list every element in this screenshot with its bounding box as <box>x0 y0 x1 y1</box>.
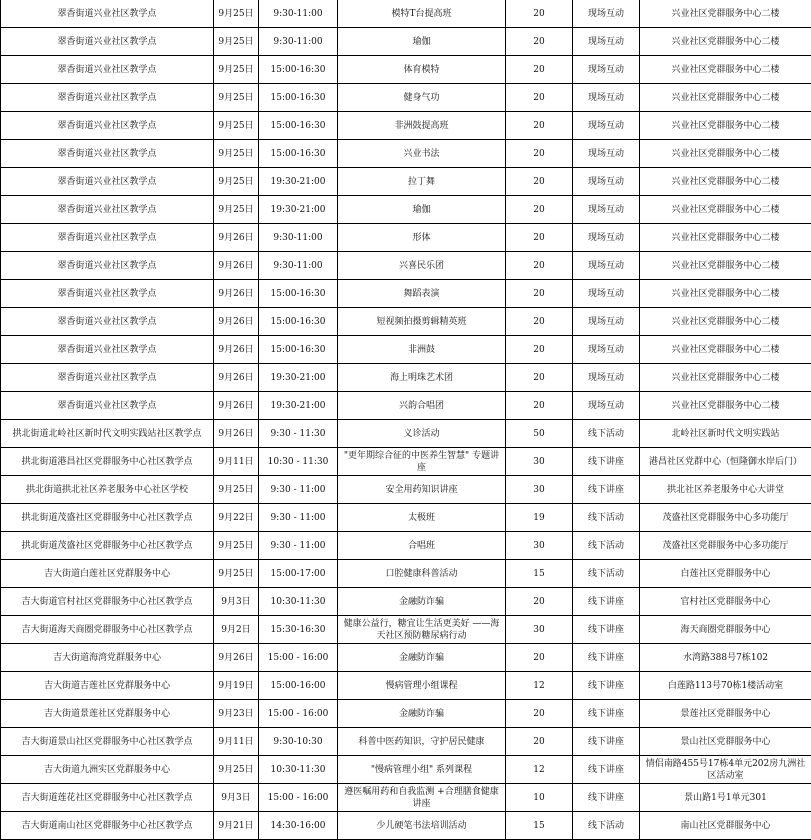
cell-teaching-point: 翠香街道兴业社区教学点 <box>1 84 214 112</box>
cell-teaching-point: 翠香街道兴业社区教学点 <box>1 168 214 196</box>
cell-activity-name: 少儿硬笔书法培训活动 <box>338 812 506 840</box>
cell-venue: 南山社区党群服务中心 <box>640 812 811 840</box>
cell-teaching-point: 吉大街道白莲社区党群服务中心 <box>1 560 214 588</box>
cell-date: 9月3日 <box>214 588 259 616</box>
cell-time: 9:30-11:00 <box>259 252 338 280</box>
cell-capacity: 20 <box>506 112 573 140</box>
cell-venue: 兴业社区党群服务中心二楼 <box>640 56 811 84</box>
table-row <box>1 308 811 336</box>
cell-teaching-point: 翠香街道兴业社区教学点 <box>1 0 214 28</box>
table-row <box>1 532 811 560</box>
cell-time: 9:30-11:00 <box>259 28 338 56</box>
cell-teaching-point: 拱北街道港昌社区党群服务中心社区教学点 <box>1 448 214 476</box>
table-row <box>1 28 811 56</box>
cell-capacity: 30 <box>506 476 573 504</box>
cell-venue: 兴业社区党群服务中心二楼 <box>640 84 811 112</box>
table-row <box>1 280 811 308</box>
cell-teaching-point: 拱北街道拱北社区养老服务中心社区学校 <box>1 476 214 504</box>
table-row <box>1 224 811 252</box>
cell-teaching-point: 翠香街道兴业社区教学点 <box>1 112 214 140</box>
cell-date: 9月25日 <box>214 756 259 784</box>
cell-time: 15:00-16:30 <box>259 140 338 168</box>
cell-capacity: 20 <box>506 364 573 392</box>
cell-time: 9:30 - 11:30 <box>259 420 338 448</box>
cell-venue: 兴业社区党群服务中心二楼 <box>640 364 811 392</box>
cell-capacity: 20 <box>506 84 573 112</box>
cell-format: 现场互动 <box>573 392 640 420</box>
cell-activity-name: 瑜伽 <box>338 196 506 224</box>
cell-teaching-point: 翠香街道兴业社区教学点 <box>1 364 214 392</box>
cell-time: 15:00 - 16:00 <box>259 644 338 672</box>
table-row <box>1 476 811 504</box>
table-row <box>1 560 811 588</box>
cell-format: 现场互动 <box>573 364 640 392</box>
cell-time: 15:00 - 16:00 <box>259 784 338 812</box>
cell-teaching-point: 吉大街道吉莲社区党群服务中心 <box>1 672 214 700</box>
cell-activity-name: 慢病管理小组课程 <box>338 672 506 700</box>
cell-format: 现场互动 <box>573 308 640 336</box>
cell-venue: 景山路1号1单元301 <box>640 784 811 812</box>
cell-date: 9月23日 <box>214 700 259 728</box>
cell-format: 现场互动 <box>573 280 640 308</box>
cell-format: 线下讲座 <box>573 756 640 784</box>
table-row <box>1 196 811 224</box>
cell-format: 现场互动 <box>573 168 640 196</box>
cell-format: 线下讲座 <box>573 588 640 616</box>
cell-teaching-point: 吉大街道景莲社区党群服务中心 <box>1 700 214 728</box>
cell-activity-name: 健身气功 <box>338 84 506 112</box>
cell-format: 现场互动 <box>573 84 640 112</box>
cell-activity-name: 体育模特 <box>338 56 506 84</box>
cell-capacity: 19 <box>506 504 573 532</box>
table-row <box>1 504 811 532</box>
cell-venue: 兴业社区党群服务中心二楼 <box>640 308 811 336</box>
cell-time: 9:30 - 11:00 <box>259 476 338 504</box>
cell-capacity: 20 <box>506 56 573 84</box>
cell-capacity: 20 <box>506 728 573 756</box>
cell-teaching-point: 吉大街道九洲实区党群服务中心 <box>1 756 214 784</box>
cell-activity-name: 舞蹈表演 <box>338 280 506 308</box>
cell-capacity: 10 <box>506 784 573 812</box>
cell-teaching-point: 翠香街道兴业社区教学点 <box>1 336 214 364</box>
cell-time: 15:00-16:00 <box>259 672 338 700</box>
cell-date: 9月2日 <box>214 616 259 644</box>
cell-capacity: 20 <box>506 700 573 728</box>
cell-venue: 白莲路113号70栋1楼活动室 <box>640 672 811 700</box>
cell-time: 15:00-17:00 <box>259 560 338 588</box>
cell-activity-name: 金融防诈骗 <box>338 644 506 672</box>
table-row <box>1 616 811 644</box>
cell-date: 9月26日 <box>214 336 259 364</box>
cell-venue: 兴业社区党群服务中心二楼 <box>640 168 811 196</box>
cell-venue: 兴业社区党群服务中心二楼 <box>640 336 811 364</box>
cell-capacity: 20 <box>506 588 573 616</box>
cell-activity-name: 义诊活动 <box>338 420 506 448</box>
cell-activity-name: 科普中医药知识，守护居民健康 <box>338 728 506 756</box>
cell-capacity: 15 <box>506 812 573 840</box>
table-row <box>1 112 811 140</box>
cell-date: 9月25日 <box>214 168 259 196</box>
cell-venue: 茂盛社区党群服务中心多功能厅 <box>640 504 811 532</box>
cell-format: 线下讲座 <box>573 728 640 756</box>
cell-activity-name: 非洲鼓提高班 <box>338 112 506 140</box>
cell-time: 9:30 - 11:00 <box>259 504 338 532</box>
cell-activity-name: 形体 <box>338 224 506 252</box>
cell-venue: 兴业社区党群服务中心二楼 <box>640 196 811 224</box>
table-body <box>1 0 811 840</box>
table-row <box>1 56 811 84</box>
cell-format: 线下活动 <box>573 504 640 532</box>
cell-activity-name: 口腔健康科普活动 <box>338 560 506 588</box>
cell-venue: 白莲社区党群服务中心 <box>640 560 811 588</box>
cell-format: 线下讲座 <box>573 672 640 700</box>
cell-date: 9月25日 <box>214 196 259 224</box>
cell-date: 9月26日 <box>214 280 259 308</box>
table-row <box>1 784 811 812</box>
table-row <box>1 812 811 840</box>
table-row <box>1 364 811 392</box>
cell-capacity: 50 <box>506 420 573 448</box>
cell-date: 9月25日 <box>214 84 259 112</box>
cell-capacity: 12 <box>506 672 573 700</box>
cell-time: 15:00-16:30 <box>259 336 338 364</box>
cell-venue: 景莲社区党群服务中心 <box>640 700 811 728</box>
cell-capacity: 20 <box>506 280 573 308</box>
cell-date: 9月25日 <box>214 56 259 84</box>
cell-teaching-point: 吉大街道景山社区党群服务中心社区教学点 <box>1 728 214 756</box>
cell-teaching-point: 拱北街道北岭社区新时代文明实践站社区教学点 <box>1 420 214 448</box>
cell-format: 现场互动 <box>573 336 640 364</box>
cell-teaching-point: 吉大街道莲花社区党群服务中心社区教学点 <box>1 784 214 812</box>
cell-format: 线下活动 <box>573 812 640 840</box>
cell-format: 现场互动 <box>573 0 640 28</box>
cell-teaching-point: 翠香街道兴业社区教学点 <box>1 196 214 224</box>
cell-time: 9:30 - 11:00 <box>259 532 338 560</box>
table-row <box>1 728 811 756</box>
cell-format: 现场互动 <box>573 224 640 252</box>
cell-time: 15:30-16:30 <box>259 616 338 644</box>
cell-format: 现场互动 <box>573 112 640 140</box>
cell-format: 现场互动 <box>573 28 640 56</box>
cell-teaching-point: 吉大街道海天商圈党群服务中心社区教学点 <box>1 616 214 644</box>
cell-time: 15:00-16:30 <box>259 308 338 336</box>
cell-capacity: 20 <box>506 252 573 280</box>
cell-capacity: 20 <box>506 336 573 364</box>
cell-date: 9月25日 <box>214 28 259 56</box>
table-row <box>1 0 811 28</box>
cell-activity-name: 健康公益行，糖宜让生活更美好 ——海天社区预防糖尿病行动 <box>338 616 506 644</box>
cell-date: 9月21日 <box>214 812 259 840</box>
cell-venue: 兴业社区党群服务中心二楼 <box>640 252 811 280</box>
cell-venue: 兴业社区党群服务中心二楼 <box>640 0 811 28</box>
cell-format: 线下讲座 <box>573 700 640 728</box>
cell-time: 10:30-11:30 <box>259 588 338 616</box>
cell-capacity: 20 <box>506 644 573 672</box>
cell-capacity: 20 <box>506 168 573 196</box>
cell-venue: 景山社区党群服务中心 <box>640 728 811 756</box>
cell-format: 现场互动 <box>573 140 640 168</box>
cell-activity-name: 金融防诈骗 <box>338 700 506 728</box>
table-row <box>1 672 811 700</box>
cell-date: 9月22日 <box>214 504 259 532</box>
cell-activity-name: 安全用药知识讲座 <box>338 476 506 504</box>
cell-time: 10:30 - 11:30 <box>259 448 338 476</box>
cell-capacity: 20 <box>506 224 573 252</box>
cell-date: 9月26日 <box>214 252 259 280</box>
cell-venue: 拱北社区养老服务中心大讲堂 <box>640 476 811 504</box>
cell-date: 9月26日 <box>214 392 259 420</box>
cell-teaching-point: 吉大街道官村社区党群服务中心社区教学点 <box>1 588 214 616</box>
cell-activity-name: 模特T台提高班 <box>338 0 506 28</box>
table-row <box>1 140 811 168</box>
cell-activity-name: 遵医嘱用药和自我监测 +合理膳食健康讲座 <box>338 784 506 812</box>
table-row <box>1 84 811 112</box>
cell-date: 9月19日 <box>214 672 259 700</box>
table-row <box>1 392 811 420</box>
cell-venue: 兴业社区党群服务中心二楼 <box>640 140 811 168</box>
cell-format: 现场互动 <box>573 56 640 84</box>
cell-venue: 兴业社区党群服务中心二楼 <box>640 28 811 56</box>
cell-time: 19:30-21:00 <box>259 392 338 420</box>
cell-time: 14:30-16:00 <box>259 812 338 840</box>
cell-teaching-point: 翠香街道兴业社区教学点 <box>1 308 214 336</box>
cell-time: 9:30-11:00 <box>259 224 338 252</box>
cell-activity-name: 合唱班 <box>338 532 506 560</box>
table-row <box>1 336 811 364</box>
cell-date: 9月25日 <box>214 560 259 588</box>
cell-time: 19:30-21:00 <box>259 168 338 196</box>
cell-format: 线下讲座 <box>573 784 640 812</box>
cell-capacity: 30 <box>506 448 573 476</box>
cell-date: 9月11日 <box>214 448 259 476</box>
cell-capacity: 20 <box>506 308 573 336</box>
cell-venue: 北岭社区新时代文明实践站 <box>640 420 811 448</box>
cell-capacity: 20 <box>506 0 573 28</box>
cell-time: 9:30-11:00 <box>259 0 338 28</box>
cell-time: 15:00-16:30 <box>259 280 338 308</box>
cell-venue: 兴业社区党群服务中心二楼 <box>640 224 811 252</box>
cell-activity-name: 金融防诈骗 <box>338 588 506 616</box>
cell-time: 19:30-21:00 <box>259 196 338 224</box>
cell-venue: 港昌社区党群中心（恒隆御水岸后门） <box>640 448 811 476</box>
cell-date: 9月25日 <box>214 0 259 28</box>
table-row <box>1 756 811 784</box>
cell-teaching-point: 翠香街道兴业社区教学点 <box>1 56 214 84</box>
table-row <box>1 588 811 616</box>
cell-venue: 海天商圈党群服务中心 <box>640 616 811 644</box>
cell-activity-name: 兴韵合唱团 <box>338 392 506 420</box>
cell-venue: 兴业社区党群服务中心二楼 <box>640 392 811 420</box>
cell-time: 9:30-10:30 <box>259 728 338 756</box>
cell-time: 15:00-16:30 <box>259 84 338 112</box>
cell-format: 线下活动 <box>573 532 640 560</box>
cell-activity-name: "更年期综合征的中医养生智慧" 专题讲座 <box>338 448 506 476</box>
cell-teaching-point: 翠香街道兴业社区教学点 <box>1 140 214 168</box>
cell-venue: 兴业社区党群服务中心二楼 <box>640 112 811 140</box>
cell-capacity: 20 <box>506 392 573 420</box>
cell-time: 15:00-16:30 <box>259 112 338 140</box>
cell-format: 现场互动 <box>573 252 640 280</box>
cell-activity-name: 拉丁舞 <box>338 168 506 196</box>
cell-date: 9月26日 <box>214 364 259 392</box>
cell-format: 现场互动 <box>573 196 640 224</box>
cell-venue: 茂盛社区党群服务中心多功能厅 <box>640 532 811 560</box>
table-row <box>1 252 811 280</box>
cell-activity-name: 短视频拍摄剪辑精英班 <box>338 308 506 336</box>
cell-teaching-point: 翠香街道兴业社区教学点 <box>1 224 214 252</box>
cell-date: 9月25日 <box>214 112 259 140</box>
table-row <box>1 700 811 728</box>
cell-teaching-point: 翠香街道兴业社区教学点 <box>1 392 214 420</box>
cell-venue: 情侣南路455号17栋4单元202房九洲社区活动室 <box>640 756 811 784</box>
cell-format: 线下讲座 <box>573 616 640 644</box>
cell-date: 9月25日 <box>214 476 259 504</box>
cell-teaching-point: 吉大街道海湾党群服务中心 <box>1 644 214 672</box>
cell-activity-name: 瑜伽 <box>338 28 506 56</box>
table-row <box>1 168 811 196</box>
cell-capacity: 30 <box>506 616 573 644</box>
cell-date: 9月25日 <box>214 532 259 560</box>
cell-capacity: 30 <box>506 532 573 560</box>
cell-activity-name: 兴喜民乐团 <box>338 252 506 280</box>
cell-activity-name: 非洲鼓 <box>338 336 506 364</box>
cell-date: 9月3日 <box>214 784 259 812</box>
cell-teaching-point: 吉大街道南山社区党群服务中心社区教学点 <box>1 812 214 840</box>
cell-format: 线下活动 <box>573 560 640 588</box>
cell-teaching-point: 翠香街道兴业社区教学点 <box>1 280 214 308</box>
cell-format: 线下讲座 <box>573 476 640 504</box>
cell-teaching-point: 拱北街道茂盛社区党群服务中心社区教学点 <box>1 532 214 560</box>
cell-time: 10:30-11:30 <box>259 756 338 784</box>
table-row <box>1 420 811 448</box>
cell-date: 9月25日 <box>214 140 259 168</box>
cell-capacity: 20 <box>506 196 573 224</box>
cell-activity-name: 兴业书法 <box>338 140 506 168</box>
cell-date: 9月26日 <box>214 308 259 336</box>
cell-teaching-point: 翠香街道兴业社区教学点 <box>1 28 214 56</box>
cell-format: 线下讲座 <box>573 644 640 672</box>
cell-format: 线下讲座 <box>573 448 640 476</box>
table-row <box>1 644 811 672</box>
cell-teaching-point: 翠香街道兴业社区教学点 <box>1 252 214 280</box>
cell-date: 9月26日 <box>214 224 259 252</box>
cell-activity-name: "慢病管理小组" 系列课程 <box>338 756 506 784</box>
table-row <box>1 448 811 476</box>
cell-activity-name: 海上明珠艺术团 <box>338 364 506 392</box>
cell-format: 线下活动 <box>573 420 640 448</box>
cell-activity-name: 太极班 <box>338 504 506 532</box>
cell-venue: 兴业社区党群服务中心二楼 <box>640 280 811 308</box>
cell-capacity: 15 <box>506 560 573 588</box>
cell-capacity: 20 <box>506 140 573 168</box>
cell-time: 15:00 - 16:00 <box>259 700 338 728</box>
cell-date: 9月11日 <box>214 728 259 756</box>
cell-time: 15:00-16:30 <box>259 56 338 84</box>
cell-time: 19:30-21:00 <box>259 364 338 392</box>
cell-venue: 水湾路388号7栋102 <box>640 644 811 672</box>
cell-date: 9月26日 <box>214 644 259 672</box>
cell-teaching-point: 拱北街道茂盛社区党群服务中心社区教学点 <box>1 504 214 532</box>
cell-venue: 官村社区党群服务中心 <box>640 588 811 616</box>
cell-date: 9月26日 <box>214 420 259 448</box>
cell-capacity: 12 <box>506 756 573 784</box>
cell-capacity: 20 <box>506 28 573 56</box>
